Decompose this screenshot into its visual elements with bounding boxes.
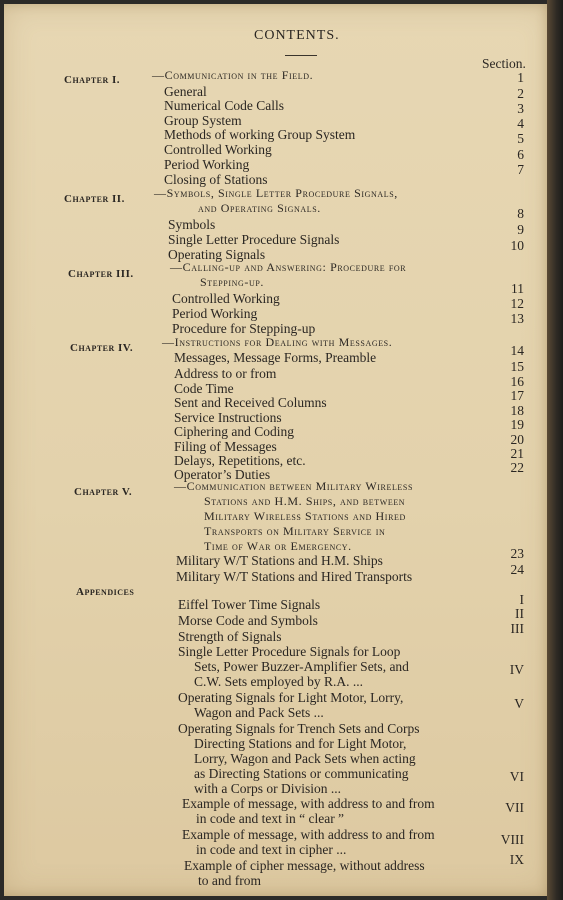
section-number: VIII <box>500 832 524 847</box>
chapter-heading: —Communication between Military Wireless <box>174 479 414 493</box>
chapter-label: Chapter V. <box>74 486 133 498</box>
toc-entry: Period Working <box>172 306 258 321</box>
toc-entry: Example of cipher message, without address <box>184 858 425 873</box>
toc-entry: Messages, Message Forms, Preamble <box>174 350 377 365</box>
toc-entry-continuation: with a Corps or Division ... <box>194 781 341 796</box>
section-number: 16 <box>510 374 524 389</box>
section-number: 7 <box>517 162 524 177</box>
toc-entry: Ciphering and Coding <box>174 424 294 439</box>
toc-entry: Example of message, with address to and from <box>182 796 435 811</box>
toc-entry: Operator’s Duties <box>174 467 271 482</box>
section-number: 18 <box>510 403 524 418</box>
section-number: 23 <box>510 546 524 561</box>
toc-entry: Operating Signals for Trench Sets and Corps <box>178 721 420 736</box>
section-number: 13 <box>510 311 524 326</box>
toc-entry: General <box>164 84 207 99</box>
section-number: 21 <box>510 446 524 461</box>
section-column-header: Section. <box>482 56 526 71</box>
toc-entry-continuation: in code and text in cipher ... <box>196 842 347 857</box>
toc-entry: Numerical Code Calls <box>164 98 284 113</box>
chapter-heading: Time of War or Emergency. <box>204 539 352 553</box>
toc-entry: Filing of Messages <box>174 439 277 454</box>
section-number: I <box>519 592 524 607</box>
section-number: 20 <box>510 432 524 447</box>
toc-entry: Controlled Working <box>164 142 272 157</box>
toc-entry: Operating Signals <box>168 247 266 262</box>
toc-entry: Operating Signals for Light Motor, Lorry, <box>178 690 404 705</box>
toc-entry-continuation: to and from <box>198 873 261 888</box>
chapter-heading: Military Wireless Stations and Hired <box>204 509 406 523</box>
section-number: 24 <box>510 562 524 577</box>
toc-entry: Group System <box>164 113 242 128</box>
section-number: 5 <box>517 131 524 146</box>
chapter-heading: —Instructions for Dealing with Messages. <box>162 335 393 349</box>
chapter-heading: Transports on Military Service in <box>204 524 386 538</box>
toc-entry: Military W/T Stations and Hired Transports <box>176 569 413 584</box>
toc-entry-continuation: Lorry, Wagon and Pack Sets when acting <box>194 751 416 766</box>
section-number: 11 <box>511 281 524 296</box>
chapter-label: Chapter I. <box>64 74 121 86</box>
document-page <box>4 4 552 896</box>
section-number: 2 <box>517 86 524 101</box>
chapter-label: Chapter II. <box>64 193 125 205</box>
toc-entry-continuation: as Directing Stations or communicating <box>194 766 409 781</box>
toc-entry: Strength of Signals <box>178 629 282 644</box>
toc-entry: Procedure for Stepping-up <box>172 321 316 336</box>
chapter-heading: and Operating Signals. <box>198 201 321 215</box>
toc-entry: Single Letter Procedure Signals <box>168 232 340 247</box>
section-number: 15 <box>510 359 524 374</box>
toc-entry: Period Working <box>164 157 250 172</box>
toc-entry-continuation: Sets, Power Buzzer-Amplifier Sets, and <box>194 659 409 674</box>
section-number: VII <box>505 800 524 815</box>
section-number: III <box>510 621 524 636</box>
title-rule <box>285 55 317 56</box>
section-number: 3 <box>517 101 524 116</box>
chapter-heading: —Communication in the Field. <box>152 68 314 82</box>
section-number: 8 <box>517 206 524 221</box>
toc-entry: Methods of working Group System <box>164 127 356 142</box>
section-number: 4 <box>517 116 524 131</box>
chapter-label: Chapter III. <box>68 268 134 280</box>
section-number: 6 <box>517 147 524 162</box>
section-number: II <box>515 606 524 621</box>
toc-entry: Symbols <box>168 217 216 232</box>
section-number: 19 <box>510 417 524 432</box>
toc-entry: Closing of Stations <box>164 172 268 187</box>
toc-entry-continuation: Wagon and Pack Sets ... <box>194 705 324 720</box>
section-number: 10 <box>510 238 524 253</box>
toc-entry-continuation: Directing Stations and for Light Motor, <box>194 736 407 751</box>
toc-entry: Single Letter Procedure Signals for Loop <box>178 644 401 659</box>
chapter-label: Chapter IV. <box>70 342 134 354</box>
chapter-heading: —Symbols, Single Letter Procedure Signals, <box>154 186 398 200</box>
section-number: 12 <box>510 296 524 311</box>
toc-entry-continuation: in code and text in “ clear ” <box>196 811 345 826</box>
section-number: 1 <box>517 70 524 85</box>
toc-entry: Eiffel Tower Time Signals <box>178 597 321 612</box>
toc-entry: Code Time <box>174 381 234 396</box>
toc-entry: Address to or from <box>174 366 277 381</box>
toc-entry: Military W/T Stations and H.M. Ships <box>176 553 383 568</box>
toc-entry-continuation: C.W. Sets employed by R.A. ... <box>194 674 364 689</box>
section-number: 9 <box>517 222 524 237</box>
toc-entry: Morse Code and Symbols <box>178 613 318 628</box>
toc-entry: Example of message, with address to and from <box>182 827 435 842</box>
chapter-heading: Stations and H.M. Ships, and between <box>204 494 406 508</box>
section-number: VI <box>509 769 524 784</box>
chapter-heading: Stepping-up. <box>200 275 264 289</box>
appendices-label: Appendices <box>76 586 135 598</box>
toc-entry: Delays, Repetitions, etc. <box>174 453 306 468</box>
section-number: 17 <box>510 388 524 403</box>
toc-entry: Controlled Working <box>172 291 280 306</box>
toc-entry: Service Instructions <box>174 410 282 425</box>
chapter-heading: —Calling-up and Answering: Procedure for <box>170 260 407 274</box>
section-number: IV <box>509 662 524 677</box>
section-number: V <box>514 696 524 711</box>
section-number: 14 <box>510 343 524 358</box>
contents-title: CONTENTS. <box>254 28 340 43</box>
section-number: IX <box>509 852 524 867</box>
toc-entry: Sent and Received Columns <box>174 395 327 410</box>
section-number: 22 <box>510 460 524 475</box>
book-spine-edge <box>547 0 563 900</box>
